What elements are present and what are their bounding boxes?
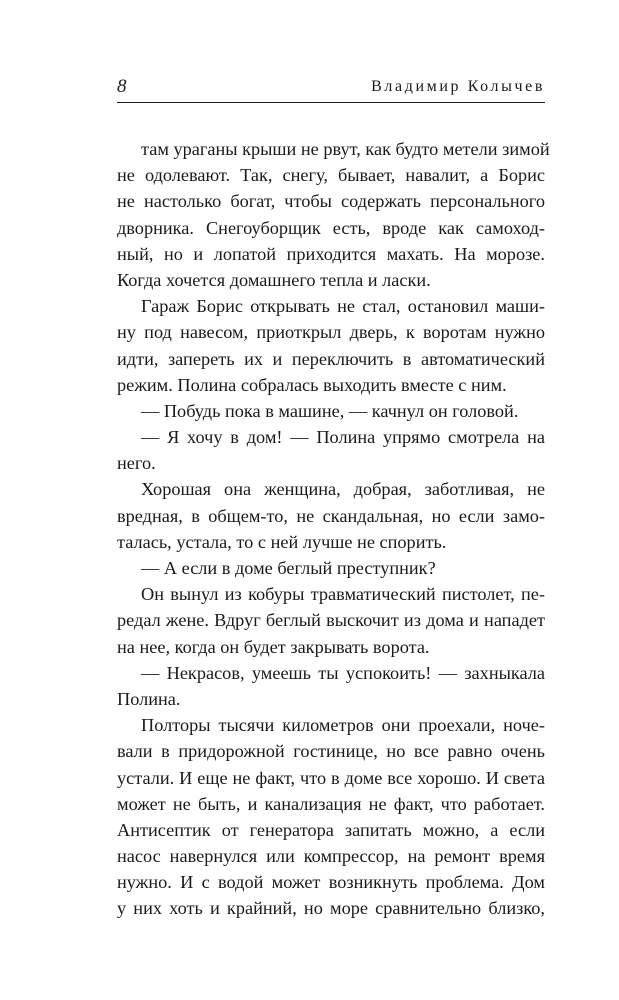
text-line: не одолевают. Так, снегу, бывает, навалит, а Борис (117, 165, 545, 186)
text-line: Гараж Борис открывать не стал, остановил маши- (141, 296, 545, 317)
header-rule (117, 102, 545, 103)
paragraph (117, 660, 545, 712)
text-line: — А если в доме беглый преступник? (141, 558, 436, 578)
text-line: — Некрасов, умеешь ты успокоить! — захныкала (141, 662, 545, 683)
text-line: него. (117, 453, 156, 474)
text-line: насос навернулся или компрессор, на ремонт время (117, 846, 545, 867)
paragraph (117, 712, 545, 922)
text-line: ну под навесом, приоткрыл дверь, к воротам нужно (117, 322, 545, 343)
text-line: — Побудь пока в машине, — качнул он головой. (141, 400, 519, 421)
paragraph (117, 293, 545, 398)
text-line: дворника. Снегоуборщик есть, вроде как самоход- (117, 217, 545, 238)
text-line: вредная, в общем-то, не скандальная, но если замо- (117, 505, 545, 526)
text-line: Полторы тысячи километров они проехали, ноче- (141, 715, 545, 736)
paragraph (117, 398, 545, 424)
text-line: Когда хочется домашнего тепла и ласки. (117, 269, 431, 290)
paragraph (117, 424, 545, 476)
text-line: у них хоть и крайний, но море сравнительно близко, (117, 898, 545, 919)
text-line: может не быть, и канализация не факт, что работает. (117, 793, 545, 814)
paragraph (117, 476, 545, 555)
text-line: на нее, когда он будет закрывать ворота. (117, 636, 430, 657)
text-line: устали. И еще не факт, что в доме все хорошо. И света (117, 767, 545, 788)
paragraph (117, 581, 545, 660)
text-line: ный, но и лопатой приходится махать. На морозе. (117, 243, 545, 264)
text-line: редал жене. Вдруг беглый выскочит из дома и нападет (117, 610, 545, 631)
body-text (117, 136, 550, 922)
text-line: — Я хочу в дом! — Полина упрямо смотрела на (141, 427, 545, 448)
text-line: вали в придорожной гостинице, но все равно очень (117, 741, 545, 762)
text-line: Полина. (117, 688, 181, 709)
text-line: нужно. И с водой может возникнуть проблема. Дом (117, 872, 545, 893)
paragraph (117, 136, 550, 293)
text-line: идти, запереть их и переключить в автоматический (117, 348, 545, 369)
running-head-author: Владимир Колычев (371, 78, 545, 95)
text-line: режим. Полина собралась выходить вместе с ним. (117, 374, 507, 395)
running-header (117, 74, 545, 104)
text-line: не настолько богат, чтобы содержать персонального (117, 191, 545, 212)
text-line: там ураганы крыши не рвут, как будто метели зимой (141, 139, 550, 159)
text-line: Антисептик от генератора запитать можно, а если (117, 819, 545, 840)
page-number: 8 (117, 76, 127, 97)
text-line: Он вынул из кобуры травматический пистолет, пе- (141, 584, 545, 605)
text-line: талась, устала, то с ней лучше не спорить. (117, 531, 447, 552)
text-line: Хорошая она женщина, добрая, заботливая, не (141, 479, 545, 500)
paragraph (117, 555, 545, 581)
